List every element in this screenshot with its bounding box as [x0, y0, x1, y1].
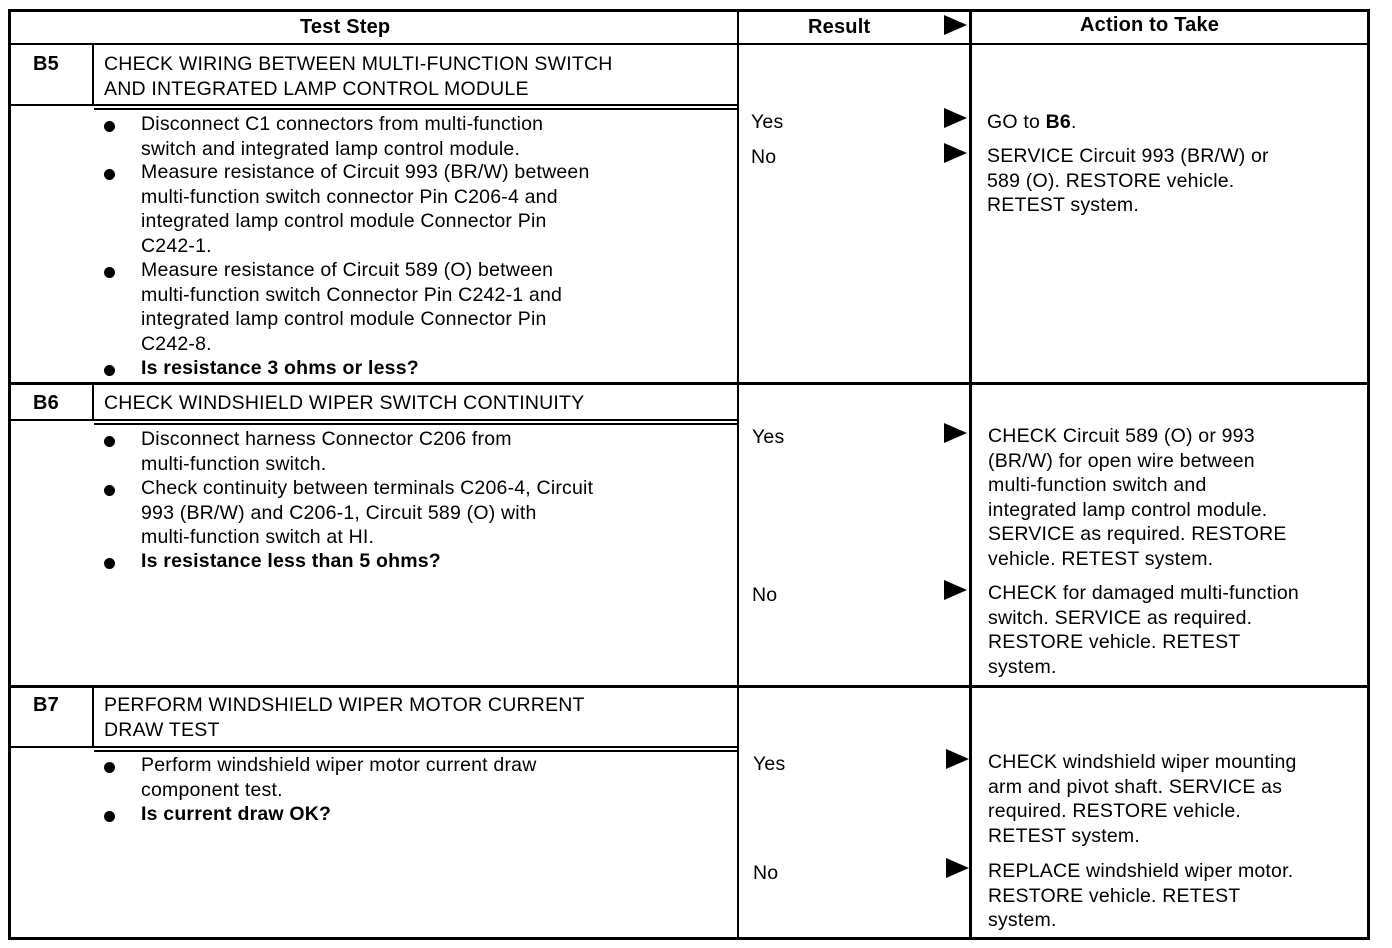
step-title: CHECK WINDSHIELD WIPER SWITCH CONTINUITY: [104, 392, 585, 414]
action-text: CHECK windshield wiper mounting arm and pivot shaft. SERVICE as required. RESTORE vehicle. RETEST system.: [988, 751, 1297, 847]
action-text: SERVICE Circuit 993 (BR/W) or 589 (O). RESTORE vehicle. RETEST system.: [987, 145, 1269, 216]
bullet-icon: [104, 811, 115, 822]
header-test-step: Test Step: [300, 16, 391, 38]
action-text: CHECK Circuit 589 (O) or 993 (BR/W) for open wire between multi-function switch and integrated lamp control module. SERVICE as required. RESTORE vehicle. RETEST system.: [988, 425, 1287, 570]
header-arrow-icon: [944, 15, 967, 35]
result-label: Yes: [752, 426, 785, 448]
step-id: B6: [33, 392, 59, 414]
step-title: PERFORM WINDSHIELD WIPER MOTOR CURRENT DRAW TEST: [104, 694, 585, 741]
action-text: CHECK for damaged multi-function switch. SERVICE as required. RESTORE vehicle. RETEST system.: [988, 582, 1299, 678]
step-id: B5: [33, 53, 59, 75]
result-label: No: [752, 584, 778, 606]
bullet-icon: [104, 436, 115, 447]
result-label: No: [751, 146, 777, 168]
bullet-icon: [104, 558, 115, 569]
bullet-icon: [104, 121, 115, 132]
arrow-icon: [944, 108, 967, 128]
action-text: REPLACE windshield wiper motor. RESTORE vehicle. RETEST system.: [988, 860, 1294, 931]
header-result: Result: [808, 16, 871, 38]
bullet-icon: [104, 267, 115, 278]
arrow-icon: [944, 580, 967, 600]
action-text: GO to B6.: [987, 111, 1077, 133]
bullet-icon: [104, 169, 115, 180]
step-title: CHECK WIRING BETWEEN MULTI-FUNCTION SWITCH AND INTEGRATED LAMP CONTROL MODULE: [104, 53, 613, 100]
bullet-icon: [104, 485, 115, 496]
arrow-icon: [946, 749, 969, 769]
header-action: Action to Take: [1080, 14, 1220, 36]
bullet-icon: [104, 365, 115, 376]
arrow-icon: [944, 143, 967, 163]
arrow-icon: [946, 858, 969, 878]
arrow-icon: [944, 423, 967, 443]
result-label: Yes: [751, 111, 784, 133]
step-id: B7: [33, 694, 59, 716]
result-label: No: [753, 862, 779, 884]
result-label: Yes: [753, 753, 786, 775]
bullet-icon: [104, 762, 115, 773]
